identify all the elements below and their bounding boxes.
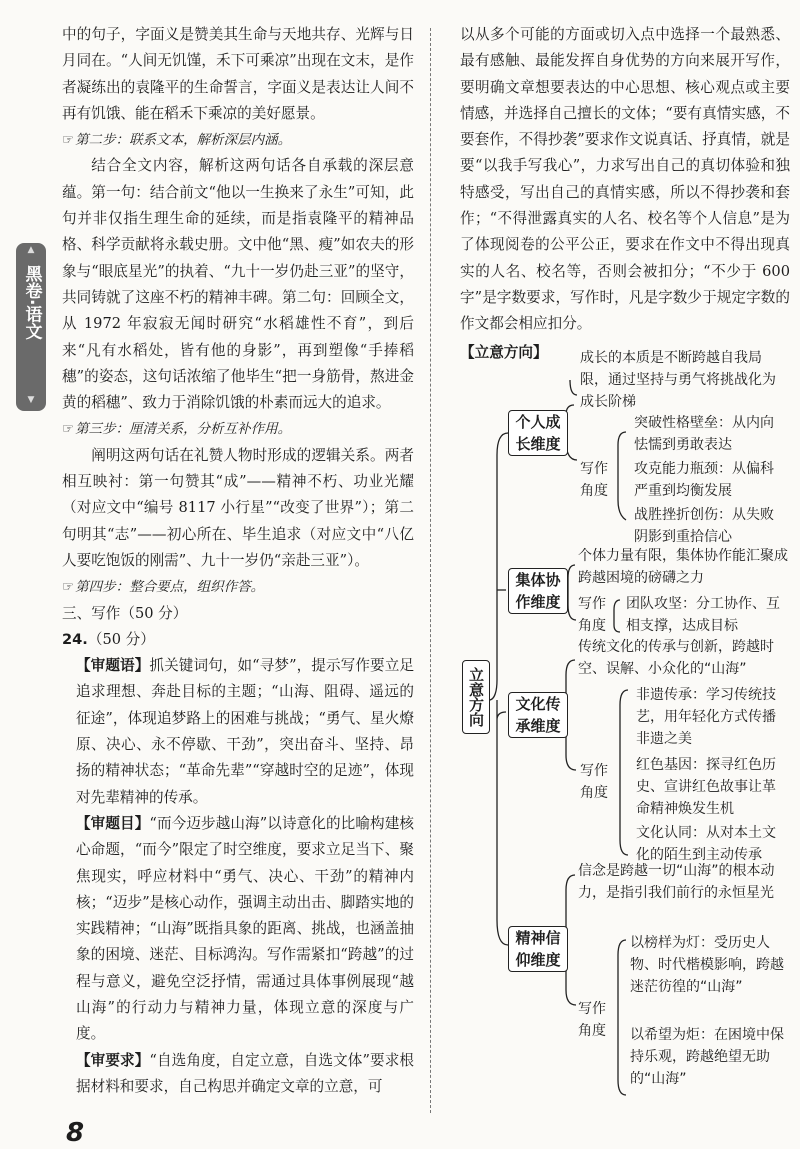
dimension-intro: 个体力量有限，集体协作能汇聚成跨越困境的磅礴之力 [578,548,788,586]
mindmap-heading: 【立意方向】 [460,343,548,361]
pointing-hand-icon: ☞ [62,579,75,596]
pointing-hand-icon: ☞ [62,132,75,149]
dimension-collaboration: 集体协作维度 [508,568,568,614]
angle-item: 突破性格壁垒：从内向怯懦到勇敢表达 [634,415,774,453]
angle-item: 文化认同：从对本土文化的陌生到主动传承 [636,825,776,863]
block-label: 【审要求】 [76,1051,150,1069]
paragraph: 以从多个可能的方面或切入点中选择一个最熟悉、最有感触、最能发挥自身优势的方向来展开写作，要明确文章想要表达的中心思想、核心观点或主要情感，并选择自己擅长的文体；“要有真情实感，不要套作，不得抄袭”要求作文说真话、抒真情，就是要“以我手写我心”，力求写出自己的真切体验和独特感受，写出自己的真情实感，所以不得抄袭和套作；“不得泄露真实的人名、校名等个人信息”是为了体现阅卷的公平公正，要求在作文中不得出现真实的人名、校名等，否则会被扣分；“不少于 600 字”是字数要求，写作时，凡是字数少于规定字数的作文都会相应扣分。 [460,26,790,333]
page-number: 8 [66,1118,85,1148]
paragraph: 结合全文内容，解析这两句话各自承载的深层意蕴。第一句：结合前文“他以一生换来了永生”可知，此句并非仅指生理生命的延续，而是指袁隆平的精神品格、科学贡献将永载史册。文中他“黑、瘦”如农夫的形象与“眼底星光”的执着、“九十一岁仍赴三亚”的坚守，共同铸就了这座不朽的精神丰碑。第二句：回顾全文，从 1972 年寂寂无闻时研究“水稻雄性不育”，到后来“凡有水稻处，皆有他的身影”，再到塑像“手捧稻穗”的姿态，这句话浓缩了他毕生“把一身筋骨，熬进金黄的稻穗”、致力于消除饥饿的朴素而远大的追求。 [62,157,414,412]
paragraph: 阐明这两句话在礼赞人物时形成的逻辑关系。两者相互映衬：第一句赞其“成”——精神不朽、功业光耀（对应文中“编号 8117 小行星”“改变了世界”）；第二句明其“志”——初心所在、毕生追求（对应文中“八亿人要吃饱饭的刚需”、九十一岁仍“亲赴三亚”）。 [62,446,414,569]
angle-item: 战胜挫折创伤：从失败阴影到重拾信心 [634,507,774,545]
dimension-culture: 文化传承维度 [508,692,568,738]
angle-item: 团队攻坚：分工协作、互相支撑，达成目标 [626,596,780,634]
block-label: 【审题目】 [76,814,150,832]
step-heading: ☞第三步：厘清关系，分析互补作用。 [62,421,292,438]
mind-map-root: 立意方向 [462,660,490,734]
pointing-hand-icon: ☞ [62,421,75,438]
question-score: （50 分） [87,630,155,648]
paragraph: 中的句子，字面义是赞美其生命与天地共存、光辉与日月同在。“人间无饥馑，禾下可乘凉”出现在文末，是作者凝练出的袁隆平的生命誓言，字面义是表达让人间不再有饥饿、能在稻禾下乘凉的美好愿景。 [62,26,414,122]
analysis-block: 【审要求】“自选角度，自定立意，自选文体”要求根据材料和要求，自己构思并确定文章的立意，可 [76,1051,414,1095]
angle-label: 写作角度 [578,596,606,634]
angle-item: 攻克能力瓶颈：从偏科严重到均衡发展 [634,461,774,499]
angle-label: 写作角度 [580,461,608,499]
dimension-faith: 精神信仰维度 [508,926,568,972]
analysis-block: 【审题目】“而今迈步越山海”以诗意化的比喻构建核心命题，“而今”限定了时空维度，要求立足当下、聚焦现实，呼应材料中“勇气、决心、干劲”的精神内核；“迈步”是核心动作，强调主动出击、脚踏实地的实践精神；“山海”既指具象的距离、挑战，也涵盖抽象的困境、迷茫、目标鸿沟。写作需紧扣“跨越”的过程与意义，避免空泛抒情，需通过具体事例展现“越山海”的行动力与精神力量，体现立意的深度与广度。 [76,814,414,1043]
angle-label: 写作角度 [580,763,608,801]
dimension-intro: 信念是跨越一切“山海”的根本动力，是指引我们前行的永恒星光 [578,863,775,901]
section-heading: 三、写作（50 分） [62,604,188,622]
step-heading: ☞第二步：联系文本，解析深层内涵。 [62,132,292,149]
angle-item: 非遗传承：学习传统技艺，用年轻化方式传播非遗之美 [636,687,776,747]
dimension-personal-growth: 个人成长维度 [508,410,568,456]
dimension-intro: 传统文化的传承与创新，跨越时空、误解、小众化的“山海” [578,639,774,677]
block-label: 【审题语】 [76,657,150,675]
arrow-down-icon: ▼ [27,395,35,405]
arrow-up-icon: ▲ [27,245,35,255]
angle-item: 以希望为炬：在困境中保持乐观，跨越绝望无助的“山海” [630,1027,784,1087]
angle-label: 写作角度 [578,1001,606,1039]
side-tab-label: 黑卷·语文 [21,265,42,340]
step-heading: ☞第四步：整合要点，组织作答。 [62,579,265,596]
question-number: 24. [62,630,88,648]
dimension-intro: 成长的本质是不断跨越自我局限，通过坚持与勇气将挑战化为成长阶梯 [580,350,776,410]
analysis-block: 【审题语】抓关键词句，如“寻梦”，提示写作要立足追求理想、奔赴目标的主题；“山海、阻碍、遥远的征途”，体现追梦路上的困难与挑战；“勇气、星火燎原、决心、永不停歇、干劲”，突出奋斗、坚持、昂扬的精神状态；“革命先辈”“穿越时空的足迹”，体现对先辈精神的传承。 [76,657,414,806]
angle-item: 以榜样为灯：受历史人物、时代楷模影响，跨越迷茫彷徨的“山海” [630,935,784,995]
angle-item: 红色基因：探寻红色历史、宣讲红色故事让革命精神焕发生机 [636,757,776,817]
